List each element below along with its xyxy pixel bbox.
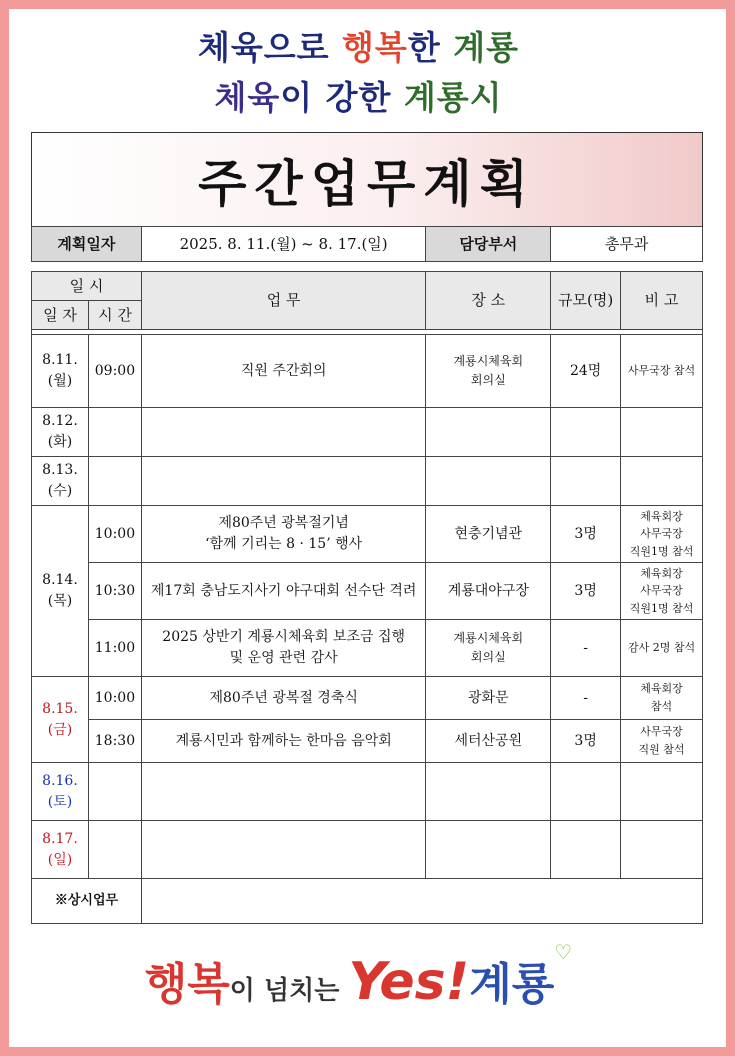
table-row	[32, 720, 703, 763]
time-cell: 10:30	[88, 563, 141, 620]
slogan-part: 계룡	[453, 28, 519, 67]
scale-cell	[551, 457, 621, 506]
note-cell	[621, 457, 703, 506]
date-cell: 8.14. (목)	[32, 506, 89, 677]
task-cell: 직원 주간회의	[141, 335, 426, 408]
table-row	[32, 563, 703, 620]
slogan-part: 이 강한	[280, 78, 404, 117]
task-cell: 계룡시민과 함께하는 한마음 음악회	[141, 720, 426, 763]
task-cell: 제17회 충남도지사기 야구대회 선수단 격려	[141, 563, 426, 620]
document-title-box	[31, 132, 703, 227]
table-row	[32, 457, 703, 506]
date-cell: 8.13. (수)	[32, 457, 89, 506]
header-scale: 규모(명)	[551, 272, 621, 330]
task-cell: 2025 상반기 계룡시체육회 보조금 집행 및 운영 관련 감사	[141, 620, 426, 677]
table-row	[32, 620, 703, 677]
time-cell: 11:00	[88, 620, 141, 677]
place-cell	[426, 457, 551, 506]
scale-cell: 3명	[551, 563, 621, 620]
dept-value: 총무과	[551, 227, 703, 262]
scale-cell	[551, 763, 621, 821]
logo-part: 계룡	[469, 959, 555, 1010]
routine-label: ※상시업무	[32, 879, 142, 924]
date-cell: 8.16. (토)	[32, 763, 89, 821]
slogan-part: 계룡시	[403, 78, 503, 117]
slogan-part: 체육	[214, 78, 281, 117]
slogan-part: 한	[407, 28, 454, 67]
date-cell: 8.12. (화)	[32, 408, 89, 457]
scale-cell: -	[551, 620, 621, 677]
heart-icon: ♡	[554, 940, 573, 964]
time-cell	[88, 457, 141, 506]
note-cell: 감사 2명 참석	[621, 620, 703, 677]
place-cell: 현충기념관	[426, 506, 551, 563]
task-cell: 제80주년 광복절 경축식	[141, 677, 426, 720]
date-cell: 8.11. (월)	[32, 335, 89, 408]
note-cell: 체육회장 사무국장 직원1명 참석	[621, 506, 703, 563]
table-row	[32, 335, 703, 408]
place-cell	[426, 408, 551, 457]
task-cell	[141, 763, 426, 821]
task-cell	[141, 408, 426, 457]
table-row	[32, 879, 703, 924]
time-cell	[88, 821, 141, 879]
scale-cell	[551, 821, 621, 879]
header-datetime: 일 시	[32, 272, 142, 301]
note-cell	[621, 763, 703, 821]
plan-info-table	[31, 226, 703, 262]
dept-label: 담당부서	[426, 227, 551, 262]
place-cell: 계룡대야구장	[426, 563, 551, 620]
place-cell	[426, 763, 551, 821]
header-date: 일 자	[32, 301, 89, 330]
time-cell: 18:30	[88, 720, 141, 763]
header-note: 비 고	[621, 272, 703, 330]
table-row	[32, 677, 703, 720]
task-cell	[141, 457, 426, 506]
note-cell	[621, 821, 703, 879]
time-cell	[88, 763, 141, 821]
place-cell: 계룡시체육회 회의실	[426, 335, 551, 408]
city-logo	[0, 940, 717, 1012]
task-cell: 제80주년 광복절기념 ‘함께 기리는 8 · 15’ 행사	[141, 506, 426, 563]
scale-cell: -	[551, 677, 621, 720]
logo-part: 행복	[144, 959, 230, 1010]
date-cell: 8.17. (일)	[32, 821, 89, 879]
header-task: 업 무	[141, 272, 426, 330]
table-row	[32, 408, 703, 457]
scale-cell: 3명	[551, 720, 621, 763]
time-cell: 10:00	[88, 506, 141, 563]
note-cell: 사무국장 직원 참석	[621, 720, 703, 763]
time-cell: 09:00	[88, 335, 141, 408]
document-title: 주간업무계획	[198, 154, 536, 213]
scale-cell	[551, 408, 621, 457]
slogan-line-1	[0, 22, 717, 69]
schedule-table	[31, 271, 703, 924]
header-time: 시 간	[88, 301, 141, 330]
place-cell	[426, 821, 551, 879]
slogan-part: 체육으로	[198, 28, 343, 67]
place-cell: 계룡시체육회 회의실	[426, 620, 551, 677]
slogan-line-2	[0, 72, 717, 119]
header-place: 장 소	[426, 272, 551, 330]
place-cell: 세터산공원	[426, 720, 551, 763]
scale-cell: 24명	[551, 335, 621, 408]
table-row	[32, 763, 703, 821]
time-cell: 10:00	[88, 677, 141, 720]
table-row	[32, 821, 703, 879]
plan-date-value: 2025. 8. 11.(월) ~ 8. 17.(일)	[141, 227, 426, 262]
routine-content	[141, 879, 702, 924]
logo-part: 이 넘치는	[229, 976, 349, 1006]
note-cell	[621, 408, 703, 457]
note-cell: 사무국장 참석	[621, 335, 703, 408]
slogan-part: 행복	[342, 28, 408, 67]
table-row	[32, 506, 703, 563]
note-cell: 체육회장 참석	[621, 677, 703, 720]
plan-date-label: 계획일자	[32, 227, 142, 262]
date-cell: 8.15. (금)	[32, 677, 89, 763]
place-cell: 광화문	[426, 677, 551, 720]
task-cell	[141, 821, 426, 879]
logo-part: Yes!	[348, 952, 470, 1012]
scale-cell: 3명	[551, 506, 621, 563]
time-cell	[88, 408, 141, 457]
note-cell: 체육회장 사무국장 직원1명 참석	[621, 563, 703, 620]
